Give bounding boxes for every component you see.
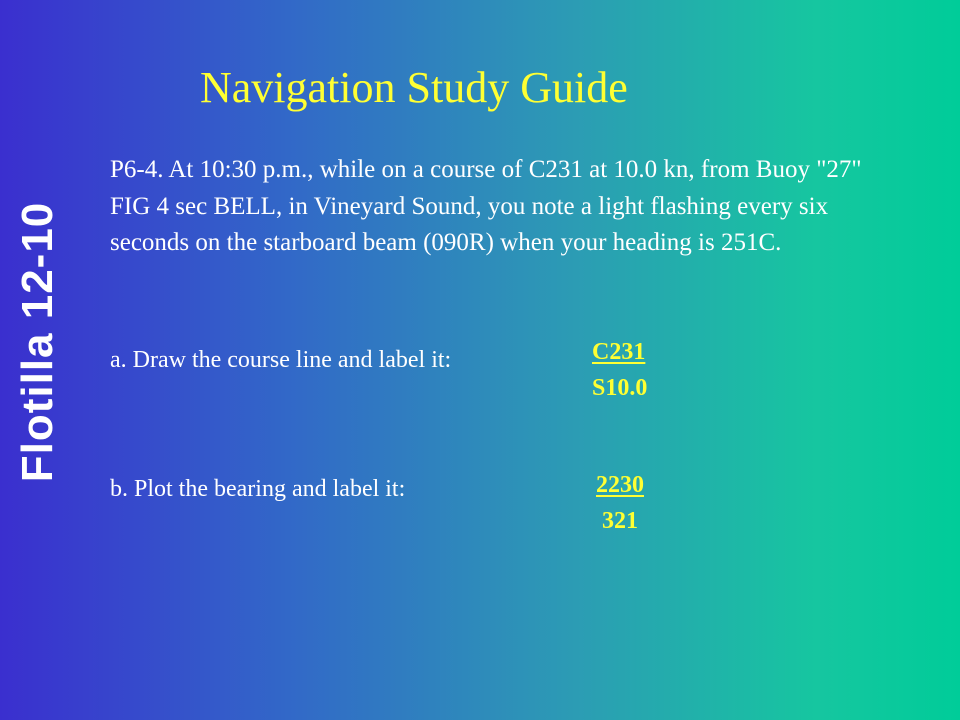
flotilla-side-label: Flotilla 12-10 <box>13 201 62 483</box>
answer-b <box>588 467 652 539</box>
question-a-label: a. Draw the course line and label it: <box>110 347 452 373</box>
slide-title: Navigation Study Guide <box>200 63 628 112</box>
answer-a-course: C231 <box>592 339 646 365</box>
answer-a-speed: S10.0 <box>592 375 648 401</box>
problem-text: P6-4. At 10:30 p.m., while on a course of C231 at 10.0 kn, from Buoy "27" FIG 4 sec BELL, in Vineyard Sound, you note a light flashing every six seconds on the starboard beam (090R) when your heading is 251C. <box>110 156 862 256</box>
question-b-label: b. Plot the bearing and label it: <box>110 476 406 502</box>
problem-statement <box>110 152 900 262</box>
answer-b-time: 2230 <box>596 472 644 498</box>
answer-b-bearing: 321 <box>602 508 638 534</box>
answer-a <box>592 334 647 406</box>
